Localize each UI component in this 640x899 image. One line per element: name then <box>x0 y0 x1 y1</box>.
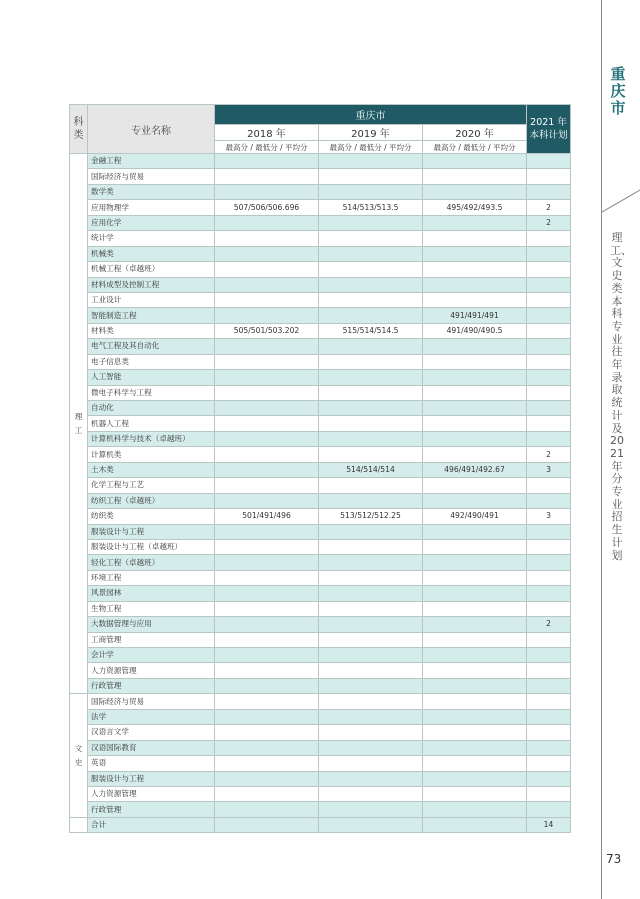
score-2018 <box>215 555 319 570</box>
score-2018 <box>215 740 319 755</box>
table-row <box>70 493 571 508</box>
major-name: 纺织工程（卓越班） <box>88 493 215 508</box>
plan-2021: 2 <box>527 215 571 230</box>
table-row <box>70 354 571 369</box>
score-2020 <box>423 231 527 246</box>
major-name: 金融工程 <box>88 154 215 169</box>
score-2018: 507/506/506.696 <box>215 200 319 215</box>
plan-2021 <box>527 323 571 338</box>
plan-2021 <box>527 370 571 385</box>
score-2018 <box>215 447 319 462</box>
major-name: 机械类 <box>88 246 215 261</box>
score-2019 <box>319 632 423 647</box>
score-2019 <box>319 370 423 385</box>
score-2020 <box>423 184 527 199</box>
table-body <box>70 154 571 833</box>
table-row <box>70 478 571 493</box>
score-2019 <box>319 431 423 446</box>
plan-2021 <box>527 632 571 647</box>
score-2019 <box>319 169 423 184</box>
total-empty-cell <box>423 817 527 832</box>
score-2020 <box>423 154 527 169</box>
page-number: 73 <box>606 852 622 866</box>
score-2020 <box>423 725 527 740</box>
score-2020 <box>423 262 527 277</box>
plan-2021: 2 <box>527 617 571 632</box>
table-row <box>70 339 571 354</box>
score-2020: 496/491/492.67 <box>423 462 527 477</box>
major-name: 材料类 <box>88 323 215 338</box>
plan-2021 <box>527 308 571 323</box>
major-name: 人力资源管理 <box>88 663 215 678</box>
score-2020 <box>423 678 527 693</box>
score-2020 <box>423 493 527 508</box>
major-name: 土木类 <box>88 462 215 477</box>
plan-2021 <box>527 385 571 400</box>
table-row <box>70 648 571 663</box>
score-2019 <box>319 539 423 554</box>
major-name: 行政管理 <box>88 802 215 817</box>
total-empty-cell <box>215 817 319 832</box>
table-row <box>70 570 571 585</box>
plan-2021 <box>527 648 571 663</box>
table-row <box>70 416 571 431</box>
table-row <box>70 401 571 416</box>
score-2018 <box>215 184 319 199</box>
score-2020 <box>423 215 527 230</box>
score-2020 <box>423 786 527 801</box>
score-2019 <box>319 709 423 724</box>
major-name: 工业设计 <box>88 292 215 307</box>
score-2019 <box>319 354 423 369</box>
score-2019 <box>319 725 423 740</box>
score-2018 <box>215 154 319 169</box>
score-2020 <box>423 570 527 585</box>
score-2020 <box>423 632 527 647</box>
score-2019 <box>319 416 423 431</box>
score-2018 <box>215 678 319 693</box>
major-name: 数学类 <box>88 184 215 199</box>
score-2018 <box>215 231 319 246</box>
header-score-sub-2020: 最高分 / 最低分 / 平均分 <box>423 141 527 154</box>
admission-table <box>69 104 571 833</box>
score-2018 <box>215 586 319 601</box>
total-label: 合计 <box>88 817 215 832</box>
score-2018 <box>215 617 319 632</box>
major-name: 英语 <box>88 756 215 771</box>
plan-2021 <box>527 431 571 446</box>
table-row <box>70 663 571 678</box>
score-2020 <box>423 802 527 817</box>
plan-2021 <box>527 709 571 724</box>
score-2020 <box>423 524 527 539</box>
plan-2021: 3 <box>527 462 571 477</box>
plan-2021 <box>527 570 571 585</box>
score-2018 <box>215 354 319 369</box>
score-2020 <box>423 447 527 462</box>
score-2018 <box>215 308 319 323</box>
major-name: 行政管理 <box>88 678 215 693</box>
score-2020 <box>423 756 527 771</box>
plan-2021 <box>527 401 571 416</box>
sidebar-diagonal-line <box>601 189 640 213</box>
score-2018 <box>215 262 319 277</box>
score-2019 <box>319 231 423 246</box>
score-2018 <box>215 570 319 585</box>
plan-2021 <box>527 184 571 199</box>
score-2019: 515/514/514.5 <box>319 323 423 338</box>
plan-2021 <box>527 601 571 616</box>
total-row <box>70 817 571 832</box>
table-row <box>70 632 571 647</box>
score-2019 <box>319 184 423 199</box>
score-2018: 501/491/496 <box>215 509 319 524</box>
score-2019 <box>319 154 423 169</box>
score-2018 <box>215 802 319 817</box>
score-2019 <box>319 292 423 307</box>
major-name: 微电子科学与工程 <box>88 385 215 400</box>
plan-2021 <box>527 231 571 246</box>
plan-2021 <box>527 524 571 539</box>
score-2020 <box>423 370 527 385</box>
plan-2021 <box>527 416 571 431</box>
major-name: 汉语国际教育 <box>88 740 215 755</box>
table-row <box>70 215 571 230</box>
score-2019 <box>319 617 423 632</box>
score-2019 <box>319 401 423 416</box>
score-2019 <box>319 663 423 678</box>
table-row <box>70 431 571 446</box>
table-row <box>70 555 571 570</box>
score-2020: 491/491/491 <box>423 308 527 323</box>
score-2019 <box>319 771 423 786</box>
major-name: 国际经济与贸易 <box>88 694 215 709</box>
category-science <box>70 154 88 694</box>
header-city: 重庆市 <box>215 105 527 125</box>
table-row <box>70 447 571 462</box>
major-name: 风景园林 <box>88 586 215 601</box>
total-empty-cell <box>319 817 423 832</box>
plan-2021 <box>527 262 571 277</box>
table-row <box>70 771 571 786</box>
score-2018 <box>215 246 319 261</box>
score-2019 <box>319 678 423 693</box>
score-2019 <box>319 447 423 462</box>
score-2019: 514/513/513.5 <box>319 200 423 215</box>
plan-2021 <box>527 802 571 817</box>
header-year-2020: 2020 年 <box>423 125 527 141</box>
score-2018 <box>215 539 319 554</box>
score-2020 <box>423 555 527 570</box>
table-row <box>70 509 571 524</box>
score-2019 <box>319 385 423 400</box>
table-row <box>70 462 571 477</box>
score-2018 <box>215 725 319 740</box>
category-label: 理工 <box>74 411 83 435</box>
score-2018 <box>215 416 319 431</box>
score-2020 <box>423 539 527 554</box>
table-row <box>70 323 571 338</box>
score-2020 <box>423 431 527 446</box>
header-plan-year: 2021 年 <box>530 117 567 128</box>
plan-2021 <box>527 493 571 508</box>
plan-2021 <box>527 771 571 786</box>
major-name: 汉语言文学 <box>88 725 215 740</box>
score-2020 <box>423 663 527 678</box>
score-2018 <box>215 648 319 663</box>
score-2018 <box>215 601 319 616</box>
plan-2021 <box>527 586 571 601</box>
plan-2021: 3 <box>527 509 571 524</box>
score-2020 <box>423 246 527 261</box>
score-2020 <box>423 339 527 354</box>
major-name: 生物工程 <box>88 601 215 616</box>
table-row <box>70 277 571 292</box>
major-name: 国际经济与贸易 <box>88 169 215 184</box>
score-2018 <box>215 169 319 184</box>
header-year-2019: 2019 年 <box>319 125 423 141</box>
score-2019 <box>319 740 423 755</box>
major-name: 服装设计与工程 <box>88 771 215 786</box>
plan-2021: 2 <box>527 200 571 215</box>
header-category <box>70 105 88 154</box>
major-name: 人力资源管理 <box>88 786 215 801</box>
plan-2021: 2 <box>527 447 571 462</box>
major-name: 工商管理 <box>88 632 215 647</box>
table-row <box>70 292 571 307</box>
major-name: 环境工程 <box>88 570 215 585</box>
header-score-sub-2018: 最高分 / 最低分 / 平均分 <box>215 141 319 154</box>
major-name: 应用物理学 <box>88 200 215 215</box>
major-name: 计算机类 <box>88 447 215 462</box>
score-2018: 505/501/503.202 <box>215 323 319 338</box>
plan-2021 <box>527 756 571 771</box>
score-2019 <box>319 246 423 261</box>
table-row <box>70 370 571 385</box>
score-2019 <box>319 493 423 508</box>
header-score-sub-2019: 最高分 / 最低分 / 平均分 <box>319 141 423 154</box>
score-2019 <box>319 601 423 616</box>
table-row <box>70 694 571 709</box>
score-2019: 513/512/512.25 <box>319 509 423 524</box>
plan-2021 <box>527 555 571 570</box>
score-2018 <box>215 694 319 709</box>
score-2020 <box>423 416 527 431</box>
major-name: 应用化学 <box>88 215 215 230</box>
score-2019 <box>319 339 423 354</box>
score-2018 <box>215 462 319 477</box>
major-name: 服装设计与工程 <box>88 524 215 539</box>
table-row <box>70 709 571 724</box>
table-row <box>70 601 571 616</box>
table-row <box>70 246 571 261</box>
score-2018 <box>215 370 319 385</box>
plan-2021 <box>527 154 571 169</box>
table-row <box>70 725 571 740</box>
score-2018 <box>215 493 319 508</box>
score-2018 <box>215 709 319 724</box>
score-2020: 495/492/493.5 <box>423 200 527 215</box>
table-row <box>70 756 571 771</box>
score-2020 <box>423 648 527 663</box>
plan-2021 <box>527 694 571 709</box>
major-name: 自动化 <box>88 401 215 416</box>
total-category-cell <box>70 817 88 832</box>
plan-2021 <box>527 725 571 740</box>
score-2019 <box>319 570 423 585</box>
major-name: 化学工程与工艺 <box>88 478 215 493</box>
score-2018 <box>215 478 319 493</box>
major-name: 统计学 <box>88 231 215 246</box>
major-name: 智能制造工程 <box>88 308 215 323</box>
score-2018 <box>215 292 319 307</box>
score-2020 <box>423 478 527 493</box>
score-2018 <box>215 663 319 678</box>
major-name: 电气工程及其自动化 <box>88 339 215 354</box>
score-2018 <box>215 215 319 230</box>
table-row <box>70 200 571 215</box>
score-2019 <box>319 802 423 817</box>
score-2019 <box>319 215 423 230</box>
score-2019 <box>319 524 423 539</box>
score-2018 <box>215 786 319 801</box>
score-2020 <box>423 169 527 184</box>
score-2018 <box>215 524 319 539</box>
major-name: 机器人工程 <box>88 416 215 431</box>
major-name: 计算机科学与技术（卓越班） <box>88 431 215 446</box>
score-2019 <box>319 555 423 570</box>
total-plan: 14 <box>527 817 571 832</box>
plan-2021 <box>527 740 571 755</box>
table-row <box>70 385 571 400</box>
major-name: 材料成型及控制工程 <box>88 277 215 292</box>
major-name: 人工智能 <box>88 370 215 385</box>
table-row <box>70 308 571 323</box>
score-2020 <box>423 709 527 724</box>
plan-2021 <box>527 246 571 261</box>
score-2020: 492/490/491 <box>423 509 527 524</box>
major-name: 电子信息类 <box>88 354 215 369</box>
plan-2021 <box>527 663 571 678</box>
header-year-2018: 2018 年 <box>215 125 319 141</box>
table-row <box>70 802 571 817</box>
table-row <box>70 740 571 755</box>
score-2018 <box>215 431 319 446</box>
plan-2021 <box>527 539 571 554</box>
score-2019 <box>319 586 423 601</box>
score-2020 <box>423 401 527 416</box>
major-name: 轻化工程（卓越班） <box>88 555 215 570</box>
score-2020 <box>423 586 527 601</box>
table-row <box>70 617 571 632</box>
major-name: 机械工程（卓越班） <box>88 262 215 277</box>
score-2020 <box>423 385 527 400</box>
plan-2021 <box>527 678 571 693</box>
table-row <box>70 539 571 554</box>
table-row <box>70 169 571 184</box>
score-2020 <box>423 277 527 292</box>
table-row <box>70 524 571 539</box>
table-row <box>70 586 571 601</box>
category-label: 文史 <box>74 743 83 767</box>
table-row <box>70 154 571 169</box>
sidebar-divider <box>601 0 602 899</box>
major-name: 会计学 <box>88 648 215 663</box>
plan-2021 <box>527 339 571 354</box>
header-plan-label: 本科计划 <box>529 130 568 141</box>
sidebar-section-title: 理工、文史类本科专业往年录取统计及2021年分专业招生计划 <box>610 231 632 562</box>
score-2020 <box>423 694 527 709</box>
score-2018 <box>215 277 319 292</box>
score-2019 <box>319 277 423 292</box>
score-2019 <box>319 786 423 801</box>
score-2020 <box>423 771 527 786</box>
score-2019 <box>319 648 423 663</box>
plan-2021 <box>527 292 571 307</box>
sidebar-city-label: 重庆市 <box>610 65 626 117</box>
header-major: 专业名称 <box>88 105 215 154</box>
score-2019 <box>319 308 423 323</box>
score-2019 <box>319 756 423 771</box>
score-2019 <box>319 694 423 709</box>
score-2018 <box>215 385 319 400</box>
plan-2021 <box>527 277 571 292</box>
score-2020 <box>423 617 527 632</box>
score-2018 <box>215 401 319 416</box>
score-2019: 514/514/514 <box>319 462 423 477</box>
score-2020 <box>423 292 527 307</box>
plan-2021 <box>527 169 571 184</box>
score-2020: 491/490/490.5 <box>423 323 527 338</box>
plan-2021 <box>527 478 571 493</box>
score-2018 <box>215 339 319 354</box>
major-name: 法学 <box>88 709 215 724</box>
score-2020 <box>423 354 527 369</box>
table-row <box>70 184 571 199</box>
score-2020 <box>423 740 527 755</box>
category-arts <box>70 694 88 818</box>
table-row <box>70 231 571 246</box>
header-plan <box>527 105 571 154</box>
score-2018 <box>215 632 319 647</box>
plan-2021 <box>527 354 571 369</box>
table-row <box>70 262 571 277</box>
table-row <box>70 786 571 801</box>
score-2019 <box>319 478 423 493</box>
score-2018 <box>215 756 319 771</box>
score-2019 <box>319 262 423 277</box>
major-name: 纺织类 <box>88 509 215 524</box>
score-2020 <box>423 601 527 616</box>
header-category-label: 科类 <box>73 117 84 141</box>
major-name: 大数据管理与应用 <box>88 617 215 632</box>
table-row <box>70 678 571 693</box>
score-2018 <box>215 771 319 786</box>
major-name: 服装设计与工程（卓越班） <box>88 539 215 554</box>
plan-2021 <box>527 786 571 801</box>
